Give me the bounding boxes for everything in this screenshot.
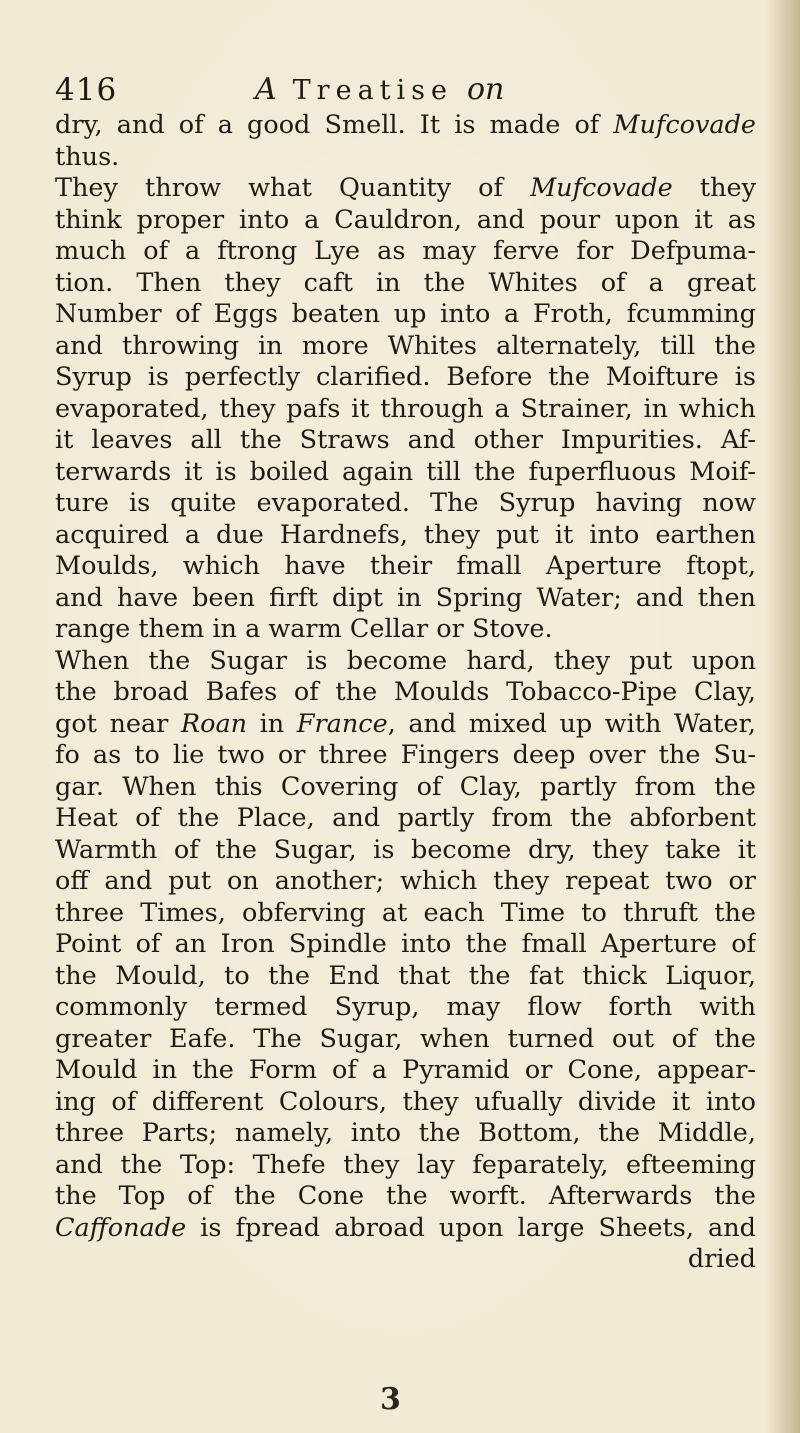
text-line-35: the Top of the Cone the worft. Afterwards the: [55, 1181, 756, 1211]
text-line-17: range them in a warm Cellar or Stove.: [55, 614, 553, 644]
page-number: 416: [55, 72, 118, 108]
body-text: [55, 110, 756, 1276]
text-line-31: Mould in the Form of a Pyramid or Cone, appear-: [55, 1055, 756, 1085]
text-line-27: Point of an Iron Spindle into the fmall Aperture of: [55, 929, 756, 959]
signature-mark: 3: [380, 1382, 401, 1417]
text-line-18: When the Sugar is become hard, they put upon: [55, 645, 756, 676]
text-line-33: three Parts; namely, into the Bottom, the Middle,: [55, 1118, 756, 1148]
text-line-21: fo as to lie two or three Fingers deep over the Su-: [55, 740, 756, 770]
running-title-lead: A: [255, 72, 277, 107]
text-line-16: and have been firft dipt in Spring Water; and then: [55, 582, 756, 613]
text-line-20: got near Roan in France, and mixed up with Water,: [55, 708, 756, 739]
text-line-6: tion. Then they caft in the Whites of a great: [55, 267, 756, 298]
text-line-3: They throw what Quantity of Mufcovade they: [55, 173, 756, 203]
text-line-26: three Times, obferving at each Time to thruft the: [55, 897, 756, 928]
text-line-12: terwards it is boiled again till the fuperfluous Moif-: [55, 456, 756, 487]
text-line-25: off and put on another; which they repeat two or: [55, 866, 756, 896]
text-line-2: thus.: [55, 141, 120, 172]
text-line-10: evaporated, they pafs it through a Strainer, in which: [55, 393, 756, 424]
text-line-22: gar. When this Covering of Clay, partly from the: [55, 771, 756, 802]
text-line-32: ing of different Colours, they ufually divide it into: [55, 1086, 756, 1117]
text-line-11: it leaves all the Straws and other Impurities. Af-: [55, 425, 756, 455]
text-line-37: dried: [687, 1244, 756, 1274]
running-title: [255, 70, 504, 111]
text-line-5: much of a ftrong Lye as may ferve for Defpuma-: [55, 236, 756, 266]
text-line-29: commonly termed Syrup, may flow forth with: [55, 992, 756, 1022]
text-line-19: the broad Bafes of the Moulds Tobacco-Pipe Clay,: [55, 677, 756, 707]
text-line-28: the Mould, to the End that the fat thick Liquor,: [55, 960, 756, 991]
text-line-9: Syrup is perfectly clarified. Before the Moifture is: [55, 362, 756, 392]
text-line-15: Moulds, which have their fmall Aperture ftopt,: [55, 551, 756, 581]
text-line-7: Number of Eggs beaten up into a Froth, fcumming: [55, 299, 756, 329]
text-line-14: acquired a due Hardnefs, they put it into earthen: [55, 519, 756, 550]
running-title-on: on: [466, 72, 505, 107]
text-line-36: Caffonade is fpread abroad upon large Sheets, and: [55, 1212, 756, 1243]
running-header: [55, 70, 745, 110]
text-line-34: and the Top: Thefe they lay feparately, efteeming: [55, 1149, 756, 1180]
text-line-8: and throwing in more Whites alternately, till the: [55, 330, 756, 361]
text-line-24: Warmth of the Sugar, is become dry, they take it: [55, 834, 756, 865]
text-line-1: dry, and of a good Smell. It is made of Mufcovade: [55, 110, 756, 140]
text-line-30: greater Eafe. The Sugar, when turned out of the: [55, 1023, 756, 1054]
text-line-4: think proper into a Cauldron, and pour upon it as: [55, 204, 756, 235]
text-line-13: ture is quite evaporated. The Syrup having now: [55, 488, 756, 518]
running-title-word: Treatise: [292, 75, 453, 106]
page-edge-shadow: [766, 0, 800, 1433]
text-line-23: Heat of the Place, and partly from the abforbent: [55, 803, 756, 833]
